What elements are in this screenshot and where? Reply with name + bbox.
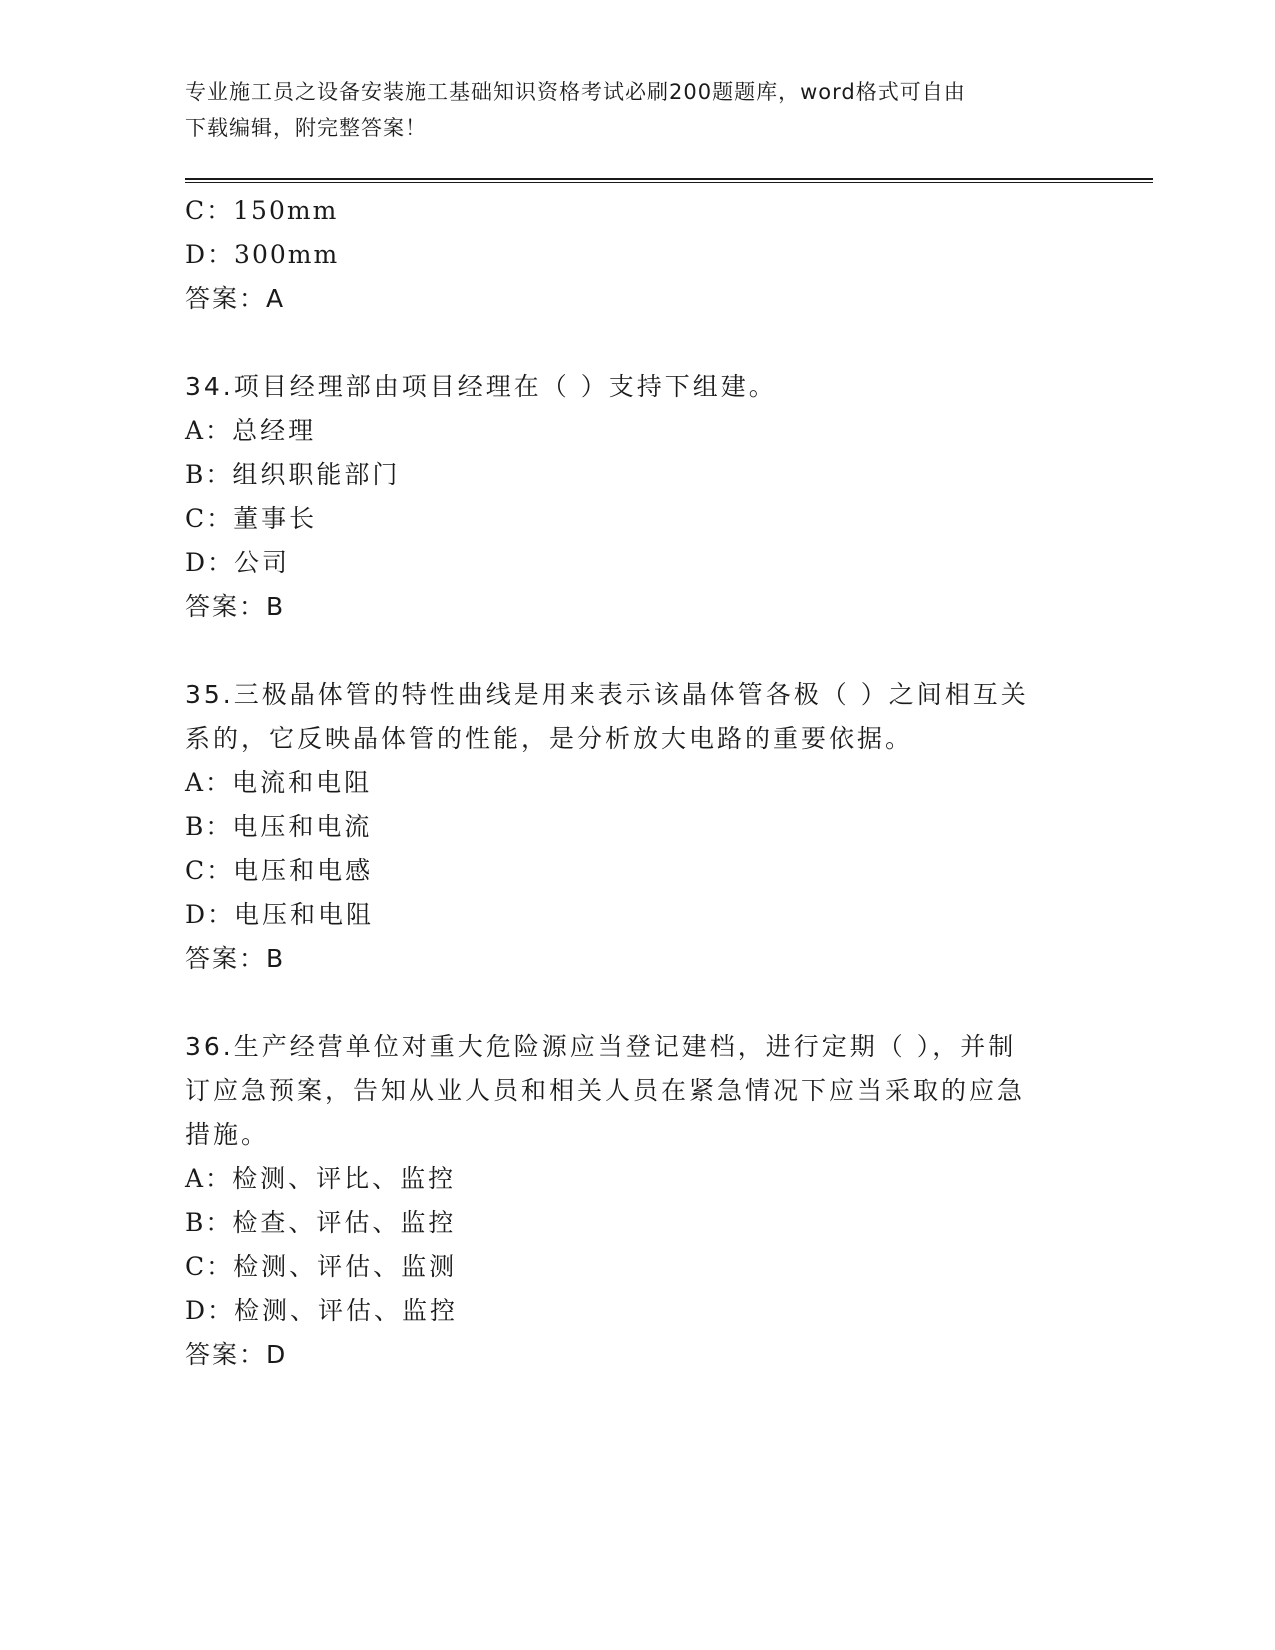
option-text: 检测、评比、监控	[232, 1164, 457, 1193]
option-text: 电压和电感	[233, 856, 374, 885]
option-key: D：	[185, 548, 235, 577]
option-text: 电压和电流	[232, 812, 373, 841]
option-key: C：	[185, 196, 234, 225]
q35-option-b	[185, 811, 372, 843]
q34-option-c	[185, 503, 317, 535]
q36-option-b	[185, 1207, 456, 1239]
option-text: 150mm	[233, 196, 339, 225]
q34-answer: 答案：B	[185, 592, 286, 621]
option-key: C：	[185, 1252, 234, 1281]
option-key: A：	[185, 416, 233, 445]
option-text: 检查、评估、监控	[232, 1208, 457, 1237]
q34-option-d	[185, 547, 290, 579]
option-text: 公司	[234, 548, 291, 577]
q36-stem-line-3: 措施。	[185, 1120, 270, 1149]
option-text: 300mm	[234, 240, 340, 269]
header-divider	[185, 178, 1153, 183]
option-key: B：	[185, 1208, 233, 1237]
header-line-1: 专业施工员之设备安装施工基础知识资格考试必刷200题题库，word格式可自由	[185, 80, 966, 104]
option-key: C：	[185, 504, 234, 533]
q35-option-a	[185, 767, 372, 799]
q34-stem: 34.项目经理部由项目经理在（ ）支持下组建。	[185, 372, 777, 401]
option-key: B：	[185, 812, 233, 841]
option-text: 检测、评估、监测	[233, 1252, 458, 1281]
option-key: D：	[185, 900, 235, 929]
q36-option-d	[185, 1295, 458, 1327]
q35-stem-line-1: 35.三极晶体管的特性曲线是用来表示该晶体管各极（ ）之间相互关	[185, 680, 1029, 709]
option-text: 电压和电阻	[234, 900, 375, 929]
option-key: D：	[185, 240, 235, 269]
option-key: A：	[185, 1164, 233, 1193]
option-key: A：	[185, 768, 233, 797]
prev-option-d	[185, 239, 339, 271]
q36-stem-line-2: 订应急预案，告知从业人员和相关人员在紧急情况下应当采取的应急	[185, 1076, 1026, 1105]
q36-answer: 答案：D	[185, 1340, 288, 1369]
prev-option-c	[185, 195, 338, 227]
q35-option-c	[185, 855, 373, 887]
q35-option-d	[185, 899, 374, 931]
option-text: 董事长	[233, 504, 318, 533]
option-key: C：	[185, 856, 234, 885]
q36-option-c	[185, 1251, 457, 1283]
header-line-2: 下载编辑，附完整答案！	[185, 116, 427, 140]
option-text: 检测、评估、监控	[234, 1296, 459, 1325]
option-text: 组织职能部门	[232, 460, 401, 489]
q36-stem-line-1: 36.生产经营单位对重大危险源应当登记建档，进行定期（ ），并制	[185, 1032, 1017, 1061]
q36-option-a	[185, 1163, 456, 1195]
prev-answer: 答案：A	[185, 284, 286, 313]
page-header	[185, 74, 1065, 146]
q35-stem-line-2: 系的，它反映晶体管的性能，是分析放大电路的重要依据。	[185, 724, 914, 753]
option-text: 总经理	[232, 416, 317, 445]
q34-option-a	[185, 415, 316, 447]
option-text: 电流和电阻	[232, 768, 373, 797]
option-key: B：	[185, 460, 233, 489]
q34-option-b	[185, 459, 400, 491]
q35-answer: 答案：B	[185, 944, 286, 973]
option-key: D：	[185, 1296, 235, 1325]
